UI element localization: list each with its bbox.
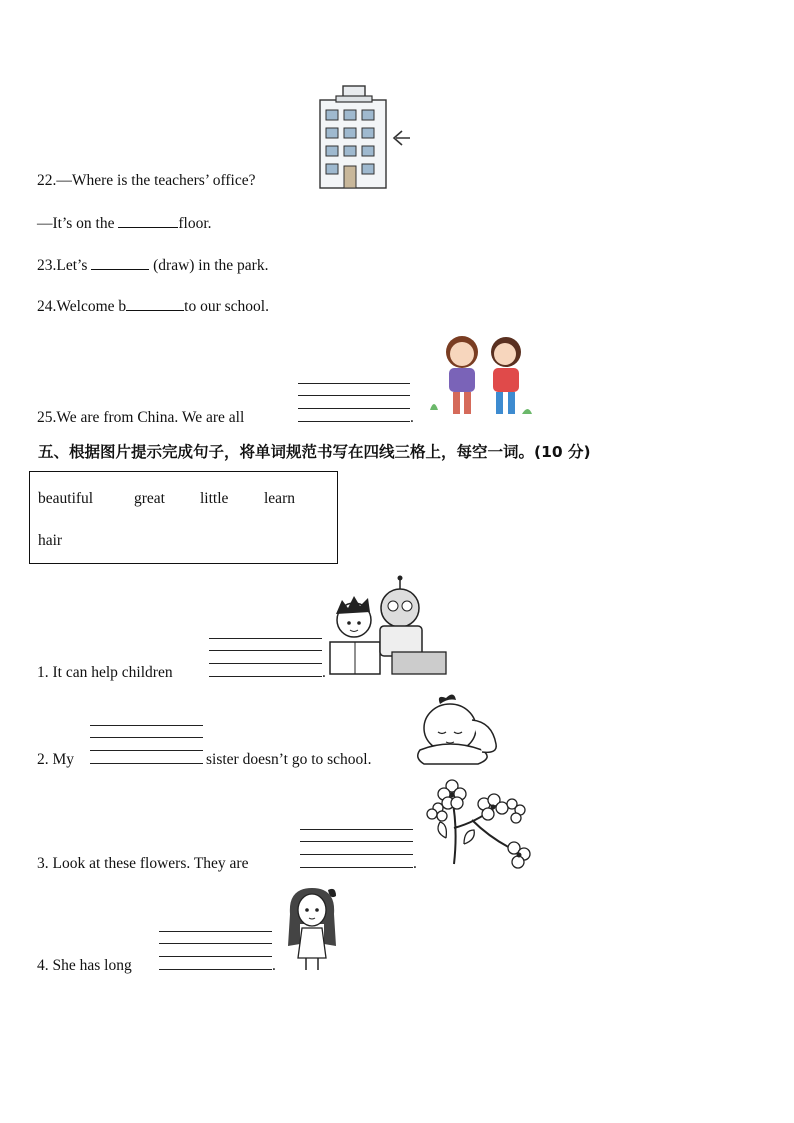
two-children-icon: [424, 330, 536, 424]
s5-item4-post: .: [272, 957, 276, 974]
s5-item2-post: sister doesn’t go to school.: [206, 751, 372, 768]
q25-pre: 25.We are from China. We are all: [37, 409, 245, 426]
q22-answer: [37, 213, 212, 233]
section5-heading: 五、根据图片提示完成句子，将单词规范书写在四线三格上，每空一词。(10 分): [38, 443, 591, 461]
q24-post: to our school.: [184, 298, 269, 315]
q22-answer-pre: —It’s on the: [37, 215, 119, 232]
sleeping-baby-icon: [416, 694, 500, 766]
boy-and-robot-icon: [326, 574, 450, 678]
q22-question: 22.—Where is the teachers’ office?: [37, 172, 256, 189]
q24: [37, 296, 269, 316]
s5-item2-four-line-grid[interactable]: [90, 725, 203, 764]
word-bank-item: hair: [38, 532, 63, 549]
q24-blank[interactable]: [126, 296, 184, 311]
word-bank-item: beautiful: [38, 490, 94, 507]
q23-post: (draw) in the park.: [149, 257, 269, 274]
s5-item3-post: .: [413, 855, 417, 872]
q22-answer-post: floor.: [178, 215, 212, 232]
q23-blank[interactable]: [91, 255, 149, 270]
flowers-icon: [424, 778, 534, 870]
word-bank-item: learn: [264, 490, 295, 507]
s5-item2-pre: 2. My: [37, 751, 75, 768]
q24-pre: 24.Welcome b: [37, 298, 127, 315]
q23-pre: 23.Let’s: [37, 257, 92, 274]
word-bank-item: great: [134, 490, 165, 507]
girl-icon: [284, 884, 340, 974]
word-bank-box: [29, 471, 338, 564]
q23: [37, 255, 268, 275]
s5-item1-post: .: [322, 664, 326, 681]
s5-item3-pre: 3. Look at these flowers. They are: [37, 855, 249, 872]
q22-blank[interactable]: [118, 213, 178, 228]
word-bank-item: little: [200, 490, 229, 507]
s5-item4-pre: 4. She has long: [37, 957, 132, 974]
s5-item4-four-line-grid[interactable]: [159, 931, 272, 970]
q25-four-line-grid[interactable]: [298, 383, 410, 422]
building-icon: [316, 84, 416, 190]
s5-item1-pre: 1. It can help children: [37, 664, 173, 681]
q25-post: .: [410, 409, 414, 426]
s5-item1-four-line-grid[interactable]: [209, 638, 322, 677]
s5-item3-four-line-grid[interactable]: [300, 829, 413, 868]
